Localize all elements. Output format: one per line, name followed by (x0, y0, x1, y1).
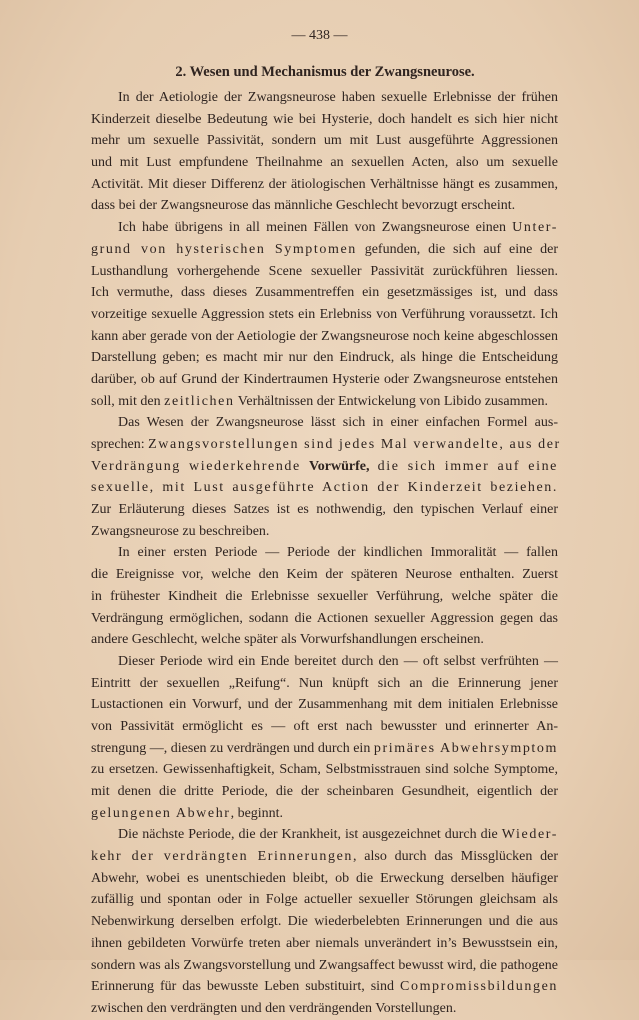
text-segment: sondern was als Zwangsvorstellung und Zwangsaffect bewusst wird, die pathogene (91, 957, 558, 973)
text-segment: und mit Lust empfundene Theilnahme an sexuellen Acten, also um sexuelle (91, 155, 558, 171)
text-line (91, 391, 558, 413)
text-line (91, 282, 558, 304)
text-segment: Erinnerung für das bewusste Leben substituirt, sind (91, 979, 401, 995)
text-segment: Kinderzeit dieselbe Bedeutung wie bei Hysterie, doch handelt es sich hier nicht (91, 111, 558, 127)
text-line (91, 326, 558, 348)
text-segment: sprechen: (91, 437, 149, 452)
text-segment: darüber, ob auf Grund der Kindertraumen Hysterie oder Zwangsneurose entstehen (91, 371, 558, 387)
spaced-emphasis-text: zeitlichen (164, 393, 235, 409)
spaced-emphasis-text: grund von hysterischen Symptomen (91, 241, 357, 257)
text-line (91, 130, 558, 152)
spaced-emphasis-text: primäres Abwehrsymptom (373, 740, 559, 756)
spaced-emphasis-text: gelungenen Abwehr (91, 805, 231, 821)
text-line (91, 499, 558, 521)
text-line (91, 738, 558, 760)
text-line (91, 998, 558, 1020)
text-line (91, 933, 558, 955)
text-segment: dass bei der Zwangsneurose das männliche Geschlecht bevorzugt erscheint. (91, 198, 516, 214)
text-line (91, 694, 558, 716)
text-segment: zufällig und spontan oder in Folge actueller sexueller Störungen gleichsam als (91, 892, 558, 908)
spaced-emphasis-text: Unter- (512, 220, 558, 236)
text-line (91, 608, 558, 630)
text-line (91, 87, 558, 109)
text-line (91, 456, 558, 478)
text-line (91, 109, 558, 131)
text-line (91, 477, 558, 499)
text-segment: vorzeitige sexuelle Aggression stets ein Erlebniss von Verführung voraussetzt. Ich (91, 306, 558, 322)
text-line (91, 217, 558, 239)
spaced-emphasis-text: Compromissbildungen (400, 979, 558, 995)
text-segment: Lustactionen ein Vorwurf, und der Zusammenhang mit dem initialen Erlebnisse (91, 697, 558, 713)
text-segment: , also durch das Missglücken der (353, 849, 558, 865)
text-segment: kann aber gerade von der Aetiologie der Zwangsneurose noch keine abgeschlossen (91, 328, 558, 344)
text-segment: Verhältnissen der Entwickelung von Libido zusammen. (234, 393, 549, 409)
text-line (91, 586, 558, 608)
text-segment: von Passivität ermöglicht es — oft erst nach bewusster und erinnerter An- (91, 718, 558, 734)
body-text (91, 87, 561, 1020)
text-segment: Das Wesen der Zwangsneurose lässt sich in einer einfachen Formel aus- (118, 415, 558, 431)
text-line (91, 195, 558, 217)
text-segment: In einer ersten Periode — Periode der kindlichen Immoralität — fallen (118, 545, 558, 561)
bold-text: Vorwürfe, (308, 458, 370, 474)
text-line (91, 542, 558, 564)
text-line (91, 781, 558, 803)
text-segment: andere Geschlecht, welche später als Vorwurfshandlungen erscheinen. (91, 632, 484, 648)
spaced-emphasis-text: Zwangsvorstellungen sind jedes Mal verwandelte, aus der (148, 437, 561, 452)
text-line (91, 152, 558, 174)
text-segment: Die nächste Periode, die der Krankheit, ist ausgezeichnet durch die (118, 827, 502, 843)
text-line (91, 434, 561, 456)
page-number: — 438 — (291, 28, 348, 43)
text-segment: Lusthandlung vorhergehende Scene sexueller Passivität zurückführen liessen. (91, 263, 558, 279)
text-line (91, 846, 558, 868)
text-segment: , beginnt. (230, 805, 284, 821)
text-segment: Ich habe übrigens in all meinen Fällen von Zwangsneurose einen (118, 220, 513, 236)
text-line (91, 911, 558, 933)
text-line (91, 174, 558, 196)
text-line (91, 889, 558, 911)
text-segment: Eintritt der sexuellen „Reifung“. Nun knüpft sich an die Erinnerung jener (91, 675, 558, 691)
text-segment: Darstellung geben; es macht mir nur den Eindruck, als hinge die Entscheidung (91, 350, 558, 366)
text-line (91, 564, 558, 586)
text-line (91, 824, 558, 846)
text-line (91, 369, 558, 391)
text-line (91, 261, 558, 283)
text-segment: in frühester Kindheit die Erlebnisse sexueller Verführung, welche später die (91, 588, 558, 604)
text-line (91, 412, 558, 434)
text-segment: zu ersetzen. Gewissenhaftigkeit, Scham, Selbstmisstrauen sind solche Symptome, (91, 762, 558, 778)
text-line (91, 521, 558, 543)
text-segment: die Ereignisse vor, welche den Keim der späteren Neurose enthalten. Zuerst (91, 567, 558, 583)
text-segment: gefunden, die sich auf eine der (356, 241, 558, 257)
text-line (91, 976, 558, 998)
text-segment: Dieser Periode wird ein Ende bereitet durch den — oft selbst verfrühten — (118, 653, 558, 669)
spaced-emphasis-text: sexuelle, mit Lust ausgeführte Action der Kinderzeit beziehen. (91, 480, 558, 496)
text-segment: mehr um sexuelle Passivität, sondern um mit Lust ausgeführte Aggressionen (91, 133, 558, 149)
text-line (91, 651, 558, 673)
text-segment: soll, mit den (91, 393, 165, 409)
text-segment: Verdrängung ermöglichen, sodann die Actionen sexueller Aggression gegen das (91, 610, 558, 626)
text-segment: Zur Erläuterung dieses Satzes ist es nothwendig, den typischen Verlauf einer (91, 502, 558, 518)
spaced-emphasis-text: Wieder- (501, 827, 558, 843)
text-segment: ihnen gebildeten Vorwürfe treten aber niemals unverändert in’s Bewusstsein ein, (91, 935, 558, 951)
text-line (91, 347, 558, 369)
text-segment: In der Aetiologie der Zwangsneurose haben sexuelle Erlebnisse der frühen (118, 90, 558, 105)
text-line (91, 868, 558, 890)
text-segment: Zwangsneurose zu beschreiben. (91, 523, 270, 539)
text-line (91, 759, 558, 781)
text-segment: zwischen den verdrängten und den verdrängenden Vorstellungen. (91, 1000, 457, 1016)
text-segment: strengung —, diesen zu verdrängen und durch ein (91, 740, 374, 756)
spaced-emphasis-text: kehr der verdrängten Erinnerungen (91, 849, 353, 865)
section-title: 2. Wesen und Mechanismus der Zwangsneurose. (175, 64, 475, 80)
text-segment: Nebenwirkung derselben erfolgt. Die wiederbelebten Erinnerungen und die aus (91, 914, 558, 930)
text-line (91, 955, 558, 977)
text-line (91, 803, 558, 825)
spaced-emphasis-text: die sich immer auf eine (369, 458, 558, 474)
text-segment: Abwehr, wobei es unentschieden bleibt, ob die Erweckung derselben häufiger (91, 870, 558, 886)
text-segment: mit denen die dritte Periode, die der scheinbaren Gesundheit, eigentlich der (91, 784, 558, 799)
spaced-emphasis-text: Verdrängung wiederkehrende (91, 458, 309, 474)
text-line (91, 629, 558, 651)
text-line (91, 304, 558, 326)
text-segment: Ich vermuthe, dass dieses Zusammentreffen ein gesetzmässiges ist, und dass (91, 285, 558, 301)
text-line (91, 673, 558, 695)
text-line (91, 239, 558, 261)
text-line (91, 716, 558, 738)
text-segment: Activität. Mit dieser Differenz der ätiologischen Verhältnisse hängt es zusammen, (91, 176, 558, 192)
